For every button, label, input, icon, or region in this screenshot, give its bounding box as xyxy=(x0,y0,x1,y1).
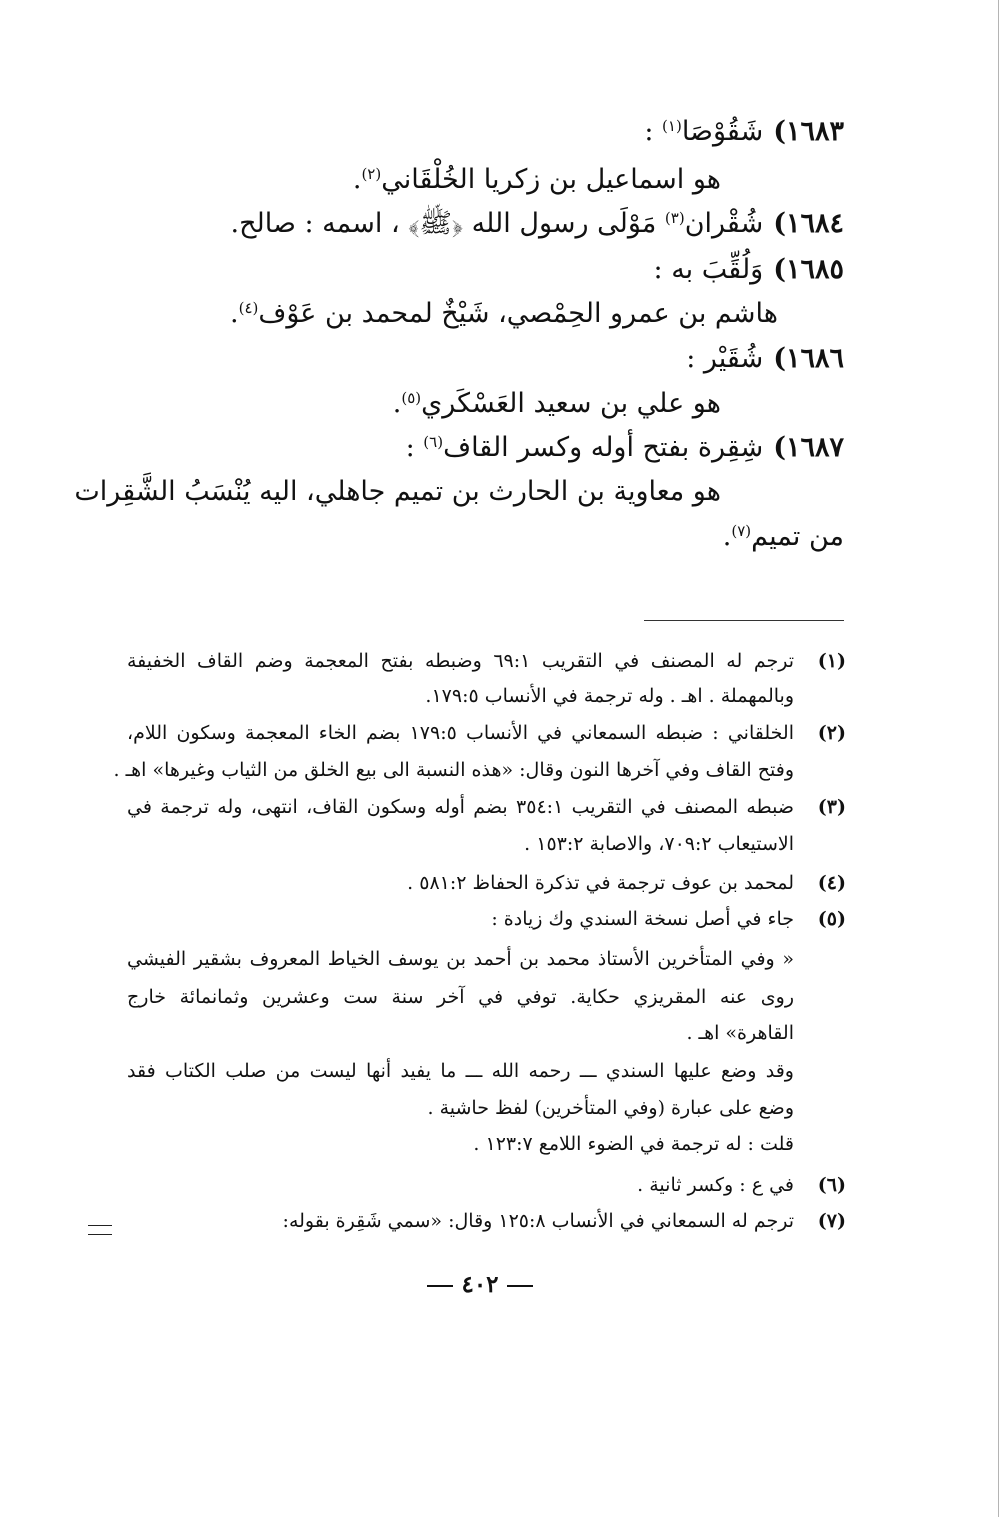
footnote-ref: (٢) xyxy=(361,165,382,183)
footnote-ref: (٦) xyxy=(423,433,444,451)
quote-text: « وفي المتأخرين الأستاذ محمد بن أحمد بن يوسف الخياط المعروف بشقير الفيشي xyxy=(127,948,794,970)
body-text: هو اسماعيل بن زكريا الخُلْقَاني xyxy=(381,164,721,195)
entry-1683-body xyxy=(353,166,721,193)
footnote-number: (٤) xyxy=(817,872,846,894)
footnote-3-cont xyxy=(524,835,794,854)
footnote-3 xyxy=(127,798,846,817)
footnote-text: وفتح القاف وفي آخرها النون وقال: «هذه النسبة الى بيع الخلق من الثياب وغيرها» اهـ . xyxy=(113,759,794,781)
footnote-1 xyxy=(127,652,846,671)
entry-1685 xyxy=(654,256,844,283)
quote-text: روى عنه المقريزي حكاية. توفي في آخر سنة ست وعشرين وثمانمائة خارج xyxy=(127,986,794,1008)
footnote-text: الاستيعاب ٧٠٩:٢، والاصابة ١٥٣:٢ . xyxy=(524,833,794,855)
footnote-text: لمحمد بن عوف ترجمة في تذكرة الحفاظ ٥٨١:٢ . xyxy=(407,872,794,894)
entry-title: شِقِرة بفتح أوله وكسر القاف xyxy=(443,432,764,463)
quote-text: القاهرة» اهـ . xyxy=(686,1022,794,1044)
footnote-ref: (١) xyxy=(662,117,682,135)
footnote-1-cont xyxy=(425,687,794,706)
entry-1687 xyxy=(406,434,844,461)
footnote-separator xyxy=(644,620,844,621)
dash-right xyxy=(427,1285,453,1287)
entry-suffix: : xyxy=(405,432,424,463)
entry-1686-body xyxy=(393,390,721,417)
footnote-number: (٢) xyxy=(817,722,846,744)
footnote-ref: (٧) xyxy=(731,522,752,540)
body-text: من تميم xyxy=(751,521,844,552)
body-end: . xyxy=(722,521,732,552)
body-end: . xyxy=(230,298,239,329)
body-end: . xyxy=(352,164,362,195)
footnote-ref: (٤) xyxy=(238,299,259,317)
quote-text: قلت : له ترجمة في الضوء اللامع ١٢٣:٧ . xyxy=(473,1133,794,1155)
entry-title: شَقُوْصَا xyxy=(681,116,764,147)
quote-line-6 xyxy=(473,1135,794,1154)
footnote-2 xyxy=(127,724,846,743)
entry-suffix: : xyxy=(644,116,663,147)
quote-line-4 xyxy=(127,1062,794,1081)
page-number xyxy=(0,1271,960,1298)
quote-line-1 xyxy=(127,950,794,969)
entry-number: ١٦٨٣) xyxy=(773,116,844,147)
entry-1683 xyxy=(644,118,844,145)
quote-line-3 xyxy=(686,1024,794,1043)
footnote-4 xyxy=(407,874,846,893)
footnote-text: ضبطه المصنف في التقريب ٣٥٤:١ بضم أوله وسكون القاف، انتهى، وله ترجمة في xyxy=(127,796,794,818)
body-text: هاشم بن عمرو الحِمْصي، شَيْخٌ لمحمد بن عَوْف xyxy=(258,298,778,329)
footnote-text: ترجم له السمعاني في الأنساب ١٢٥:٨ وقال: «سمي شَقِرة بقوله: xyxy=(282,1210,794,1232)
footnote-number: (٣) xyxy=(817,796,846,818)
margin-mark xyxy=(88,1225,112,1235)
entry-title: وَلُقِّبَ به : xyxy=(653,254,764,285)
quote-line-5 xyxy=(428,1099,794,1118)
footnote-text: في ع : وكسر ثانية . xyxy=(637,1174,794,1196)
body-text: هو معاوية بن الحارث بن تميم جاهلي، اليه يُنْسَبُ الشَّقِرات xyxy=(74,476,721,507)
footnote-text: ترجم له المصنف في التقريب ٦٩:١ وضبطه بفتح المعجمة وضم القاف الخفيفة xyxy=(127,650,794,672)
footnote-number: (٥) xyxy=(817,908,846,930)
footnote-ref: (٥) xyxy=(401,389,422,407)
quote-line-2 xyxy=(127,988,794,1007)
footnote-2-cont xyxy=(113,761,794,780)
footnote-5 xyxy=(491,910,846,929)
entry-1685-body xyxy=(230,300,778,327)
body-text: هو علي بن سعيد العَسْكَري xyxy=(421,388,721,419)
footnote-7 xyxy=(283,1212,846,1231)
footnote-ref: (٣) xyxy=(664,209,685,227)
footnote-text: جاء في أصل نسخة السندي وك زيادة : xyxy=(491,908,794,930)
entry-title: شُقْران xyxy=(684,208,764,239)
entry-title: شُقَيْر : xyxy=(686,343,764,374)
page-edge-line xyxy=(998,0,999,1517)
entry-number: ١٦٨٤) xyxy=(773,208,844,239)
entry-1687-body xyxy=(74,476,721,507)
page-number-text: ٤٠٢ xyxy=(461,1271,499,1298)
quote-text: وقد وضع عليها السندي ـــ رحمه الله ـــ ما يفيد أنها ليست من صلب الكتاب فقد xyxy=(127,1060,794,1082)
footnote-text: وبالمهملة . اهـ . وله ترجمة في الأنساب ١٧٩:٥. xyxy=(425,685,794,707)
entry-1687-body-cont xyxy=(723,523,844,550)
entry-1684 xyxy=(231,210,845,237)
footnote-number: (٧) xyxy=(817,1210,846,1232)
entry-suffix: مَوْلَى رسول الله ﴿ﷺ﴾ ، اسمه : صالح. xyxy=(230,208,665,239)
entry-number: ١٦٨٥) xyxy=(773,254,844,285)
footnote-6 xyxy=(637,1176,846,1195)
footnote-text: الخلقاني : ضبطه السمعاني في الأنساب ١٧٩:٥ بضم الخاء المعجمة وسكون اللام، xyxy=(127,722,794,744)
dash-left xyxy=(507,1285,533,1287)
entry-1686 xyxy=(686,345,844,372)
entry-number: ١٦٨٦) xyxy=(773,343,844,374)
footnote-number: (١) xyxy=(817,650,846,672)
body-end: . xyxy=(392,388,402,419)
quote-text: وضع على عبارة (وفي المتأخرين) لفظ حاشية . xyxy=(427,1097,794,1119)
footnote-number: (٦) xyxy=(817,1174,846,1196)
entry-number: ١٦٨٧) xyxy=(773,432,844,463)
